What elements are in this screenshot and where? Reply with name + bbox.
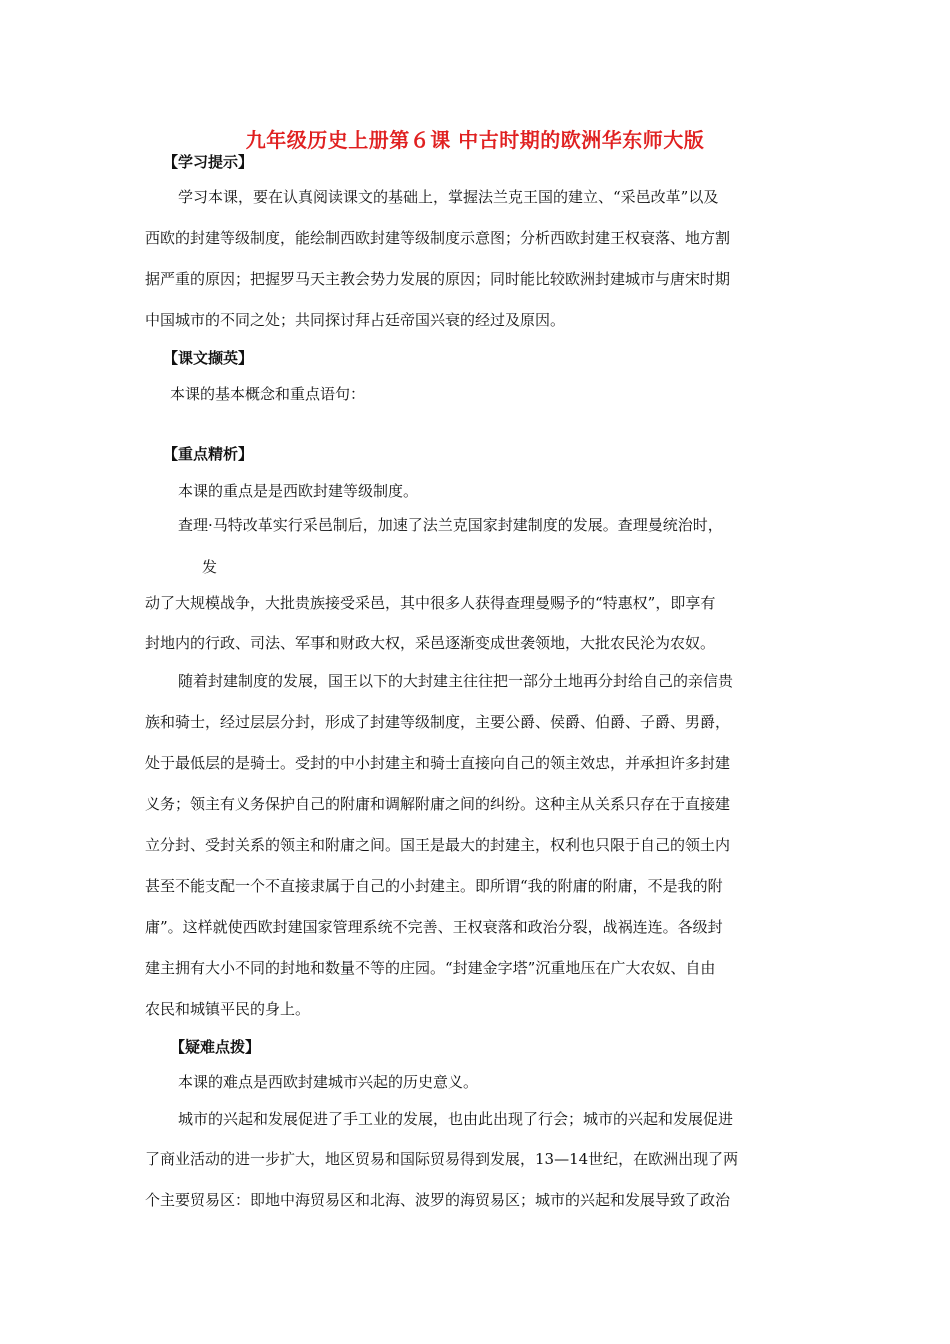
- section-heading-text-excerpts: 【课文撷英】: [163, 349, 254, 367]
- document-title: 九年级历史上册第６课 中古时期的欧洲华东师大版: [245, 128, 705, 152]
- paragraph-line: 农民和城镇平民的身上。: [145, 1000, 311, 1018]
- section-heading-study-tips: 【学习提示】: [163, 153, 254, 171]
- paragraph-line: 随着封建制度的发展，国王以下的大封建主往往把一部分土地再分封给自己的亲信贵: [178, 672, 734, 690]
- paragraph-line: 立分封、受封关系的领主和附庸之间。国王是最大的封建主，权利也只限于自己的领土内: [145, 836, 731, 854]
- paragraph-line: 个主要贸易区：即地中海贸易区和北海、波罗的海贸易区；城市的兴起和发展导致了政治: [145, 1191, 731, 1209]
- paragraph-line: 建主拥有大小不同的封地和数量不等的庄园。“封建金字塔”沉重地压在广大农奴、自由: [145, 959, 716, 977]
- paragraph-line: 甚至不能支配一个不直接隶属于自己的小封建主。即所谓“我的附庸的附庸，不是我的附: [145, 877, 723, 895]
- paragraph-line: 动了大规模战争，大批贵族接受采邑，其中很多人获得查理曼赐予的“特惠权”，即享有: [145, 594, 716, 612]
- paragraph-line: 本课的基本概念和重点语句：: [170, 385, 366, 403]
- paragraph-line: 本课的重点是是西欧封建等级制度。: [178, 482, 419, 500]
- paragraph-line: 中国城市的不同之处；共同探讨拜占廷帝国兴衰的经过及原因。: [145, 311, 566, 329]
- paragraph-line: 城市的兴起和发展促进了手工业的发展，也由此出现了行会；城市的兴起和发展促进: [178, 1110, 734, 1128]
- paragraph-line: 学习本课，要在认真阅读课文的基础上，掌握法兰克王国的建立、“采邑改革”以及: [178, 188, 719, 206]
- paragraph-line: 发: [202, 558, 218, 576]
- section-heading-difficult-points: 【疑难点拨】: [170, 1038, 261, 1056]
- paragraph-line: 义务；领主有义务保护自己的附庸和调解附庸之间的纠纷。这种主从关系只存在于直接建: [145, 795, 731, 813]
- paragraph-line: 庸”。这样就使西欧封建国家管理系统不完善、王权衰落和政治分裂，战祸连连。各级封: [145, 918, 723, 936]
- section-heading-key-analysis: 【重点精析】: [163, 445, 254, 463]
- paragraph-line: 了商业活动的进一步扩大，地区贸易和国际贸易得到发展，13—14世纪，在欧洲出现了两: [145, 1150, 739, 1168]
- paragraph-line: 封地内的行政、司法、军事和财政大权，采邑逐渐变成世袭领地，大批农民沦为农奴。: [145, 634, 716, 652]
- paragraph-line: 本课的难点是西欧封建城市兴起的历史意义。: [178, 1073, 479, 1091]
- paragraph-line: 处于最低层的是骑士。受封的中小封建主和骑士直接向自己的领主效忠，并承担许多封建: [145, 754, 731, 772]
- paragraph-line: 西欧的封建等级制度，能绘制西欧封建等级制度示意图；分析西欧封建王权衰落、地方割: [145, 229, 731, 247]
- paragraph-line: 族和骑士，经过层层分封，形成了封建等级制度，主要公爵、侯爵、伯爵、子爵、男爵，: [145, 713, 731, 731]
- paragraph-line: 据严重的原因；把握罗马天主教会势力发展的原因；同时能比较欧洲封建城市与唐宋时期: [145, 270, 731, 288]
- paragraph-line: 查理·马特改革实行采邑制后，加速了法兰克国家封建制度的发展。查理曼统治时，: [178, 516, 723, 534]
